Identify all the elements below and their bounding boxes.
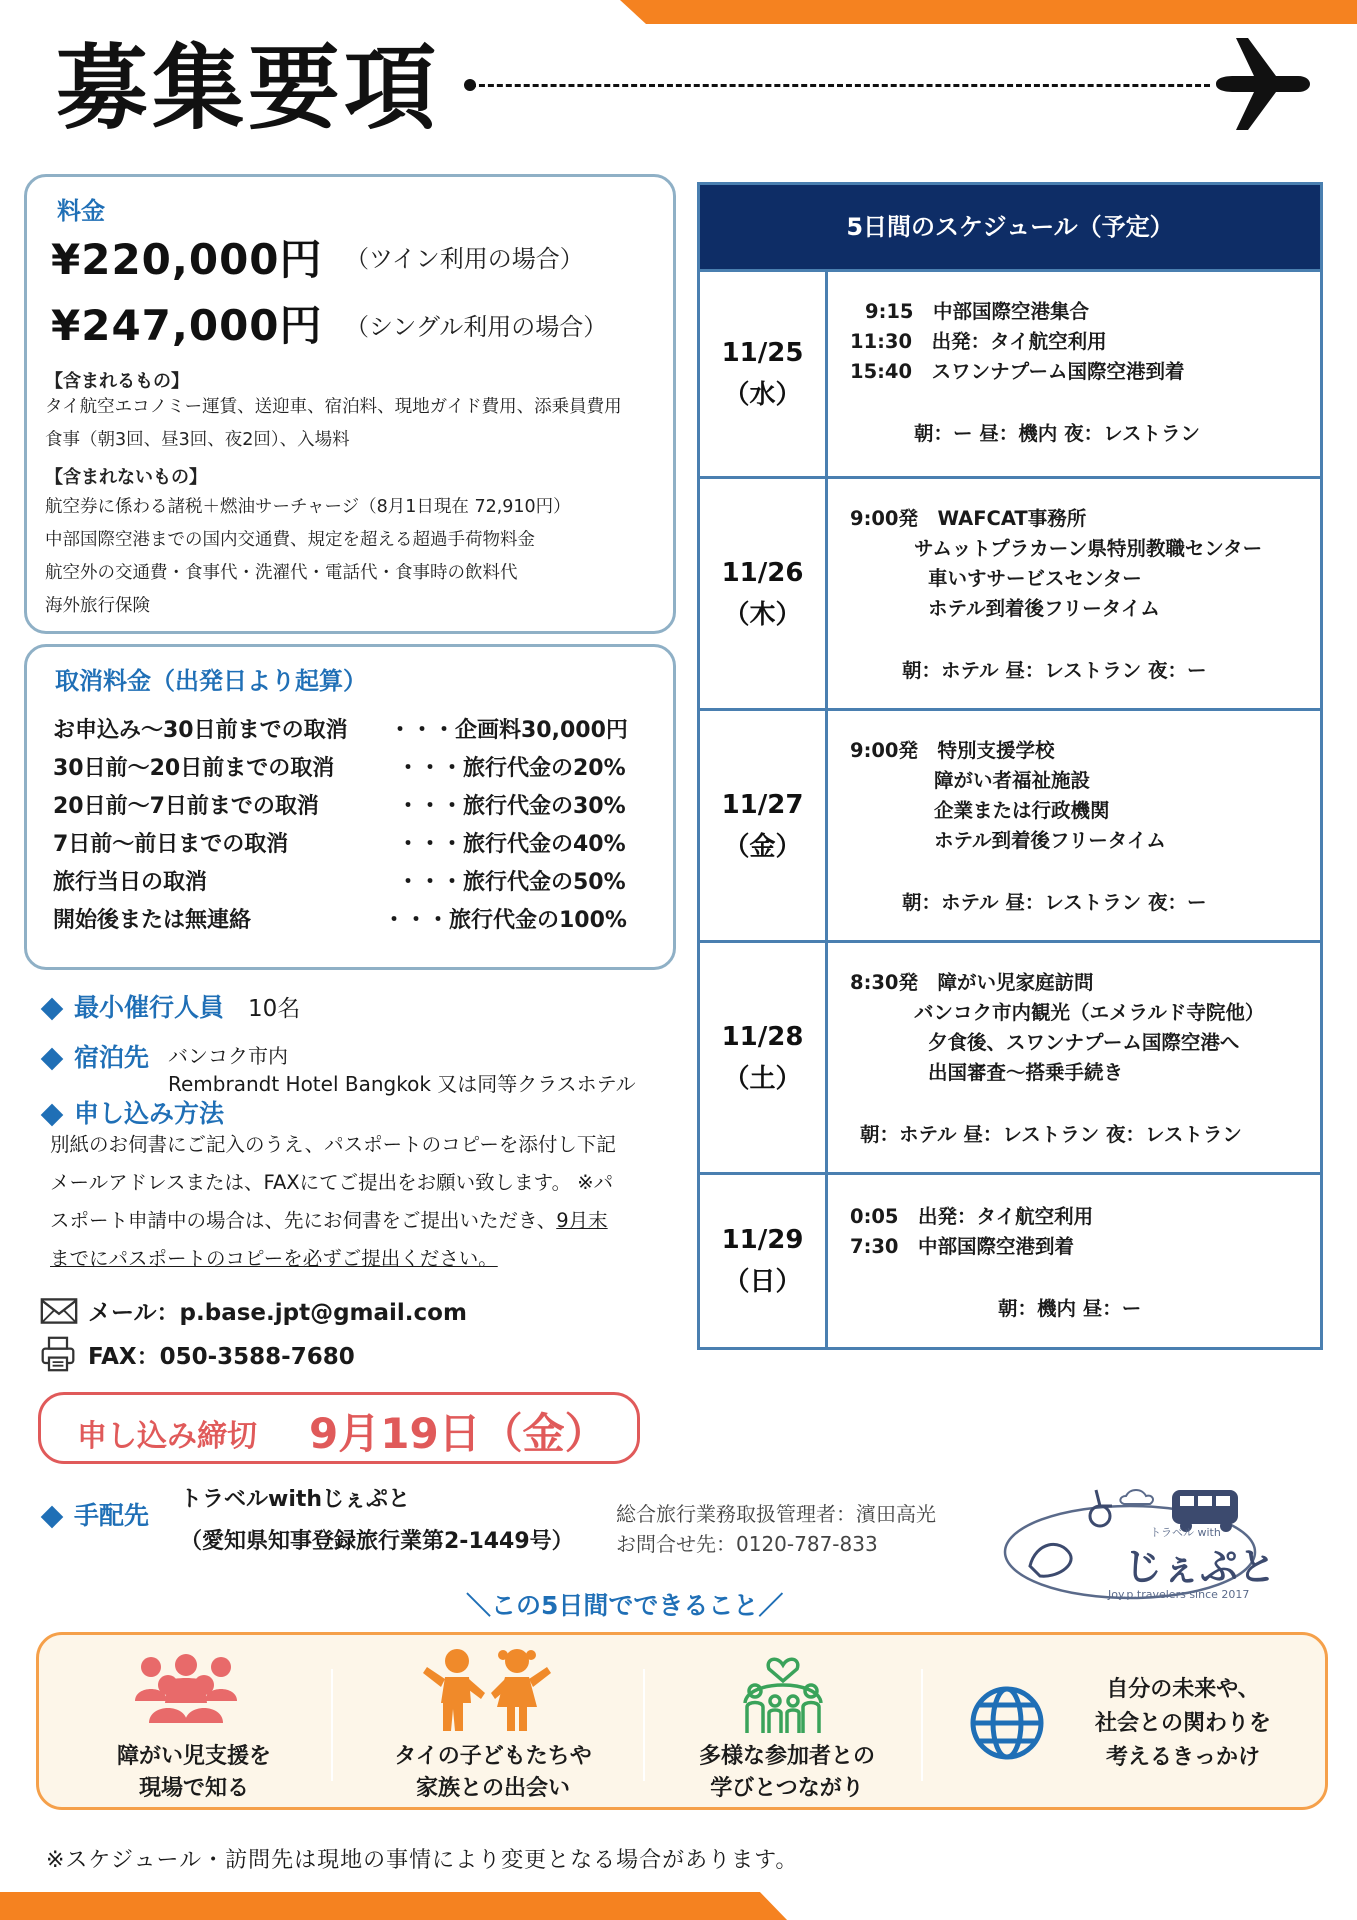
schedule-line: 11:30 出発：タイ航空利用 [850,330,1107,353]
cancel-label-4: 7日前～前日までの取消 [53,832,289,857]
schedule-line: 障がい者福祉施設 [934,769,1091,792]
schedule-date: 11/29 [721,1225,804,1255]
arranger-name: トラベルwithじぇぷと [180,1487,411,1512]
schedule-line: 9:15 中部国際空港集合 [865,300,1090,323]
cancel-value-5: ・・・旅行代金の50% [397,870,626,895]
dashed-flight-line [470,84,1210,87]
lodging-section [44,1038,149,1074]
schedule-row [700,940,1320,1172]
schedule-line: サムットプラカーン県特別教職センター [914,537,1263,560]
cancel-value-2: ・・・旅行代金の20% [397,756,626,781]
benefit-line: タイの子どもたちや [394,1744,592,1769]
excluded-line-3: 航空外の交通費・食事代・洗濯代・電話代・食事時の飲料代 [45,563,518,583]
schedule-row [700,708,1320,940]
schedule-meals: 朝：ホテル 昼：レストラン 夜：レストラン [860,1123,1242,1146]
fax-number: FAX：050-3588-7680 [88,1344,355,1370]
schedule-row [700,269,1320,476]
benefit-line: 多様な参加者との [698,1744,875,1769]
benefit-line: 現場で知る [138,1776,249,1801]
benefit-divider [921,1669,923,1781]
schedule-line: 企業または行政機関 [934,799,1110,822]
schedule-row [700,476,1320,708]
arranger-registration: （愛知県知事登録旅行業第2-1449号） [180,1529,574,1554]
benefit-line: 障がい児支援を [116,1744,271,1769]
footer-note: ※スケジュール・訪問先は現地の事情により変更となる場合があります。 [46,1848,799,1873]
single-price: ¥247,000円 [51,301,323,350]
cancel-label-6: 開始後または無連絡 [53,908,252,933]
fax-printer-icon [40,1336,76,1372]
arranger-inquiry: お問合せ先：0120-787-833 [616,1532,878,1556]
diamond-bullet-icon [41,1103,64,1126]
included-line-2: 食事（朝3回、昼3回、夜2回）、入場料 [45,430,350,450]
lodging-heading: 宿泊先 [74,1043,150,1072]
deadline-label: 申し込み締切 [77,1419,257,1454]
top-accent-bar [620,0,1357,24]
schedule-line: ホテル到着後フリータイム [928,597,1160,620]
schedule-date-cell [700,272,828,476]
children-icon [423,1645,553,1735]
benefits-box [36,1632,1328,1810]
lodging-line-1: バンコク市内 [168,1044,288,1068]
schedule-dow: （金） [723,831,802,862]
schedule-meals: 朝：ホテル 昼：レストラン 夜：ー [902,659,1207,682]
excluded-line-4: 海外旅行保険 [45,596,150,616]
deadline-date: 9月19日（金） [309,1409,607,1458]
benefit-caption [59,1741,329,1805]
lodging-line-2: Rembrandt Hotel Bangkok 又は同等クラスホテル [168,1072,636,1096]
cancel-label-1: お申込み～30日前までの取消 [53,718,348,743]
apply-heading: 申し込み方法 [74,1099,225,1128]
apply-line-4: までにパスポートのコピーを必ずご提出ください。 [50,1247,498,1270]
schedule-table [697,182,1323,1350]
schedule-line: 8:30発 障がい児家庭訪問 [850,971,1094,994]
schedule-date: 11/28 [721,1021,804,1052]
schedule-line: バンコク市内観光（エメラルド寺院他） [914,1001,1265,1024]
deadline-box [38,1392,640,1464]
schedule-line: 車いすサービスセンター [928,567,1142,590]
airplane-icon [1214,34,1310,134]
schedule-meals: 朝：ー 昼：機内 夜：レストラン [914,422,1200,445]
logo-small-text: トラベル with [1150,1526,1221,1539]
schedule-row [700,1172,1320,1347]
included-heading: 【含まれるもの】 [45,371,189,392]
excluded-line-2: 中部国際空港までの国内交通費、規定を超える超過手荷物料金 [45,530,535,550]
apply-line-2: メールアドレスまたは、FAXにてご提出をお願い致します。 ※パ [50,1171,614,1194]
benefits-heading: ＼この5日間でできること／ [466,1591,784,1620]
envelope-icon [40,1298,78,1324]
schedule-date: 11/26 [721,557,804,588]
min-people-value: 10名 [248,996,301,1022]
twin-note: （ツイン利用の場合） [345,245,584,273]
schedule-line: ホテル到着後フリータイム [934,829,1166,852]
page-title: 募集要項 [56,35,441,142]
cancellation-box [24,644,676,970]
globe-icon [967,1683,1047,1763]
schedule-date-cell [700,711,828,940]
apply-section [44,1094,224,1130]
family-heart-icon [733,1643,833,1735]
schedule-line: 15:40 スワンナプーム国際空港到着 [850,360,1185,383]
apply-deadline-underlined: 9月末 [556,1209,608,1232]
benefit-divider [331,1669,333,1781]
schedule-dow: （木） [723,599,802,630]
benefit-divider [643,1669,645,1781]
included-line-1: タイ航空エコノミー運賃、送迎車、宿泊料、現地ガイド費用、添乗員費用 [45,397,622,417]
single-note: （シングル利用の場合） [345,313,608,341]
fees-box [24,174,676,634]
twin-price: ¥220,000円 [51,235,323,284]
logo-main-text: じぇぷと [1124,1545,1277,1589]
schedule-meals: 朝：ホテル 昼：レストラン 夜：ー [902,891,1207,914]
diamond-bullet-icon [41,1505,64,1528]
arranger-manager: 総合旅行業務取扱管理者：濱田高光 [616,1502,936,1526]
schedule-line: 7:30 中部国際空港到着 [850,1235,1075,1258]
schedule-line: 9:00発 特別支援学校 [850,739,1055,762]
schedule-date-cell [700,1175,828,1347]
schedule-line: 出国審査～搭乗手続き [928,1061,1124,1084]
benefit-caption [353,1741,633,1805]
min-people-section [44,988,300,1024]
schedule-date-cell [700,943,828,1172]
diamond-bullet-icon [41,1047,64,1070]
apply-line-3 [50,1202,608,1240]
benefit-line: 学びとつながり [710,1776,864,1801]
mail-address[interactable]: メール：p.base.jpt@gmail.com [88,1300,467,1326]
benefit-line: 自分の未来や、 [1106,1677,1260,1702]
benefit-caption [1063,1673,1303,1775]
bottom-accent-bar [0,1892,1357,1920]
logo-tagline: Joy.p.travelers since 2017 [1108,1588,1250,1601]
cancel-value-3: ・・・旅行代金の30% [397,794,626,819]
diamond-bullet-icon [41,997,64,1020]
benefit-line: 家族との出会い [415,1776,570,1801]
cancel-value-6: ・・・旅行代金の100% [383,908,627,933]
schedule-line: 0:05 出発：タイ航空利用 [850,1205,1094,1228]
cancel-label-3: 20日前～7日前までの取消 [53,794,319,819]
schedule-heading: 5日間のスケジュール（予定） [700,185,1320,269]
benefit-line: 考えるきっかけ [1105,1745,1260,1770]
apply-line-1: 別紙のお伺書にご記入のうえ、パスポートのコピーを添付し下記 [50,1133,616,1156]
arranger-heading: 手配先 [74,1501,150,1530]
schedule-date-cell [700,479,828,708]
cancellation-heading: 取消料金（出発日より起算） [55,667,367,695]
excluded-line-1: 航空券に係わる諸税＋燃油サーチャージ（8月1日現在 72,910円） [45,497,571,517]
cancel-value-1: ・・・企画料30,000円 [389,718,628,743]
cancel-value-4: ・・・旅行代金の40% [397,832,626,857]
excluded-heading: 【含まれないもの】 [45,467,207,488]
schedule-dow: （土） [723,1063,802,1094]
schedule-line: 9:00発 WAFCAT事務所 [850,507,1087,530]
benefit-line: 社会との関わりを [1094,1711,1271,1736]
group-people-icon [131,1653,241,1727]
arranger-section [44,1496,149,1532]
schedule-line: 夕食後、スワンナプーム国際空港へ [928,1031,1240,1054]
benefit-caption [657,1741,917,1805]
fees-heading: 料金 [57,197,105,225]
cancel-label-5: 旅行当日の取消 [53,870,208,895]
schedule-date: 11/27 [721,789,804,820]
schedule-dow: （日） [723,1267,802,1297]
schedule-date: 11/25 [721,338,804,368]
schedule-dow: （水） [723,380,802,410]
min-people-heading: 最小催行人員 [74,993,225,1022]
company-logo [1000,1480,1290,1610]
schedule-meals: 朝：機内 昼：ー [998,1297,1142,1320]
apply-line-3a: スポート申請中の場合は、先にお伺書をご提出いただき、 [50,1209,557,1232]
cancel-label-2: 30日前～20日前までの取消 [53,756,335,781]
